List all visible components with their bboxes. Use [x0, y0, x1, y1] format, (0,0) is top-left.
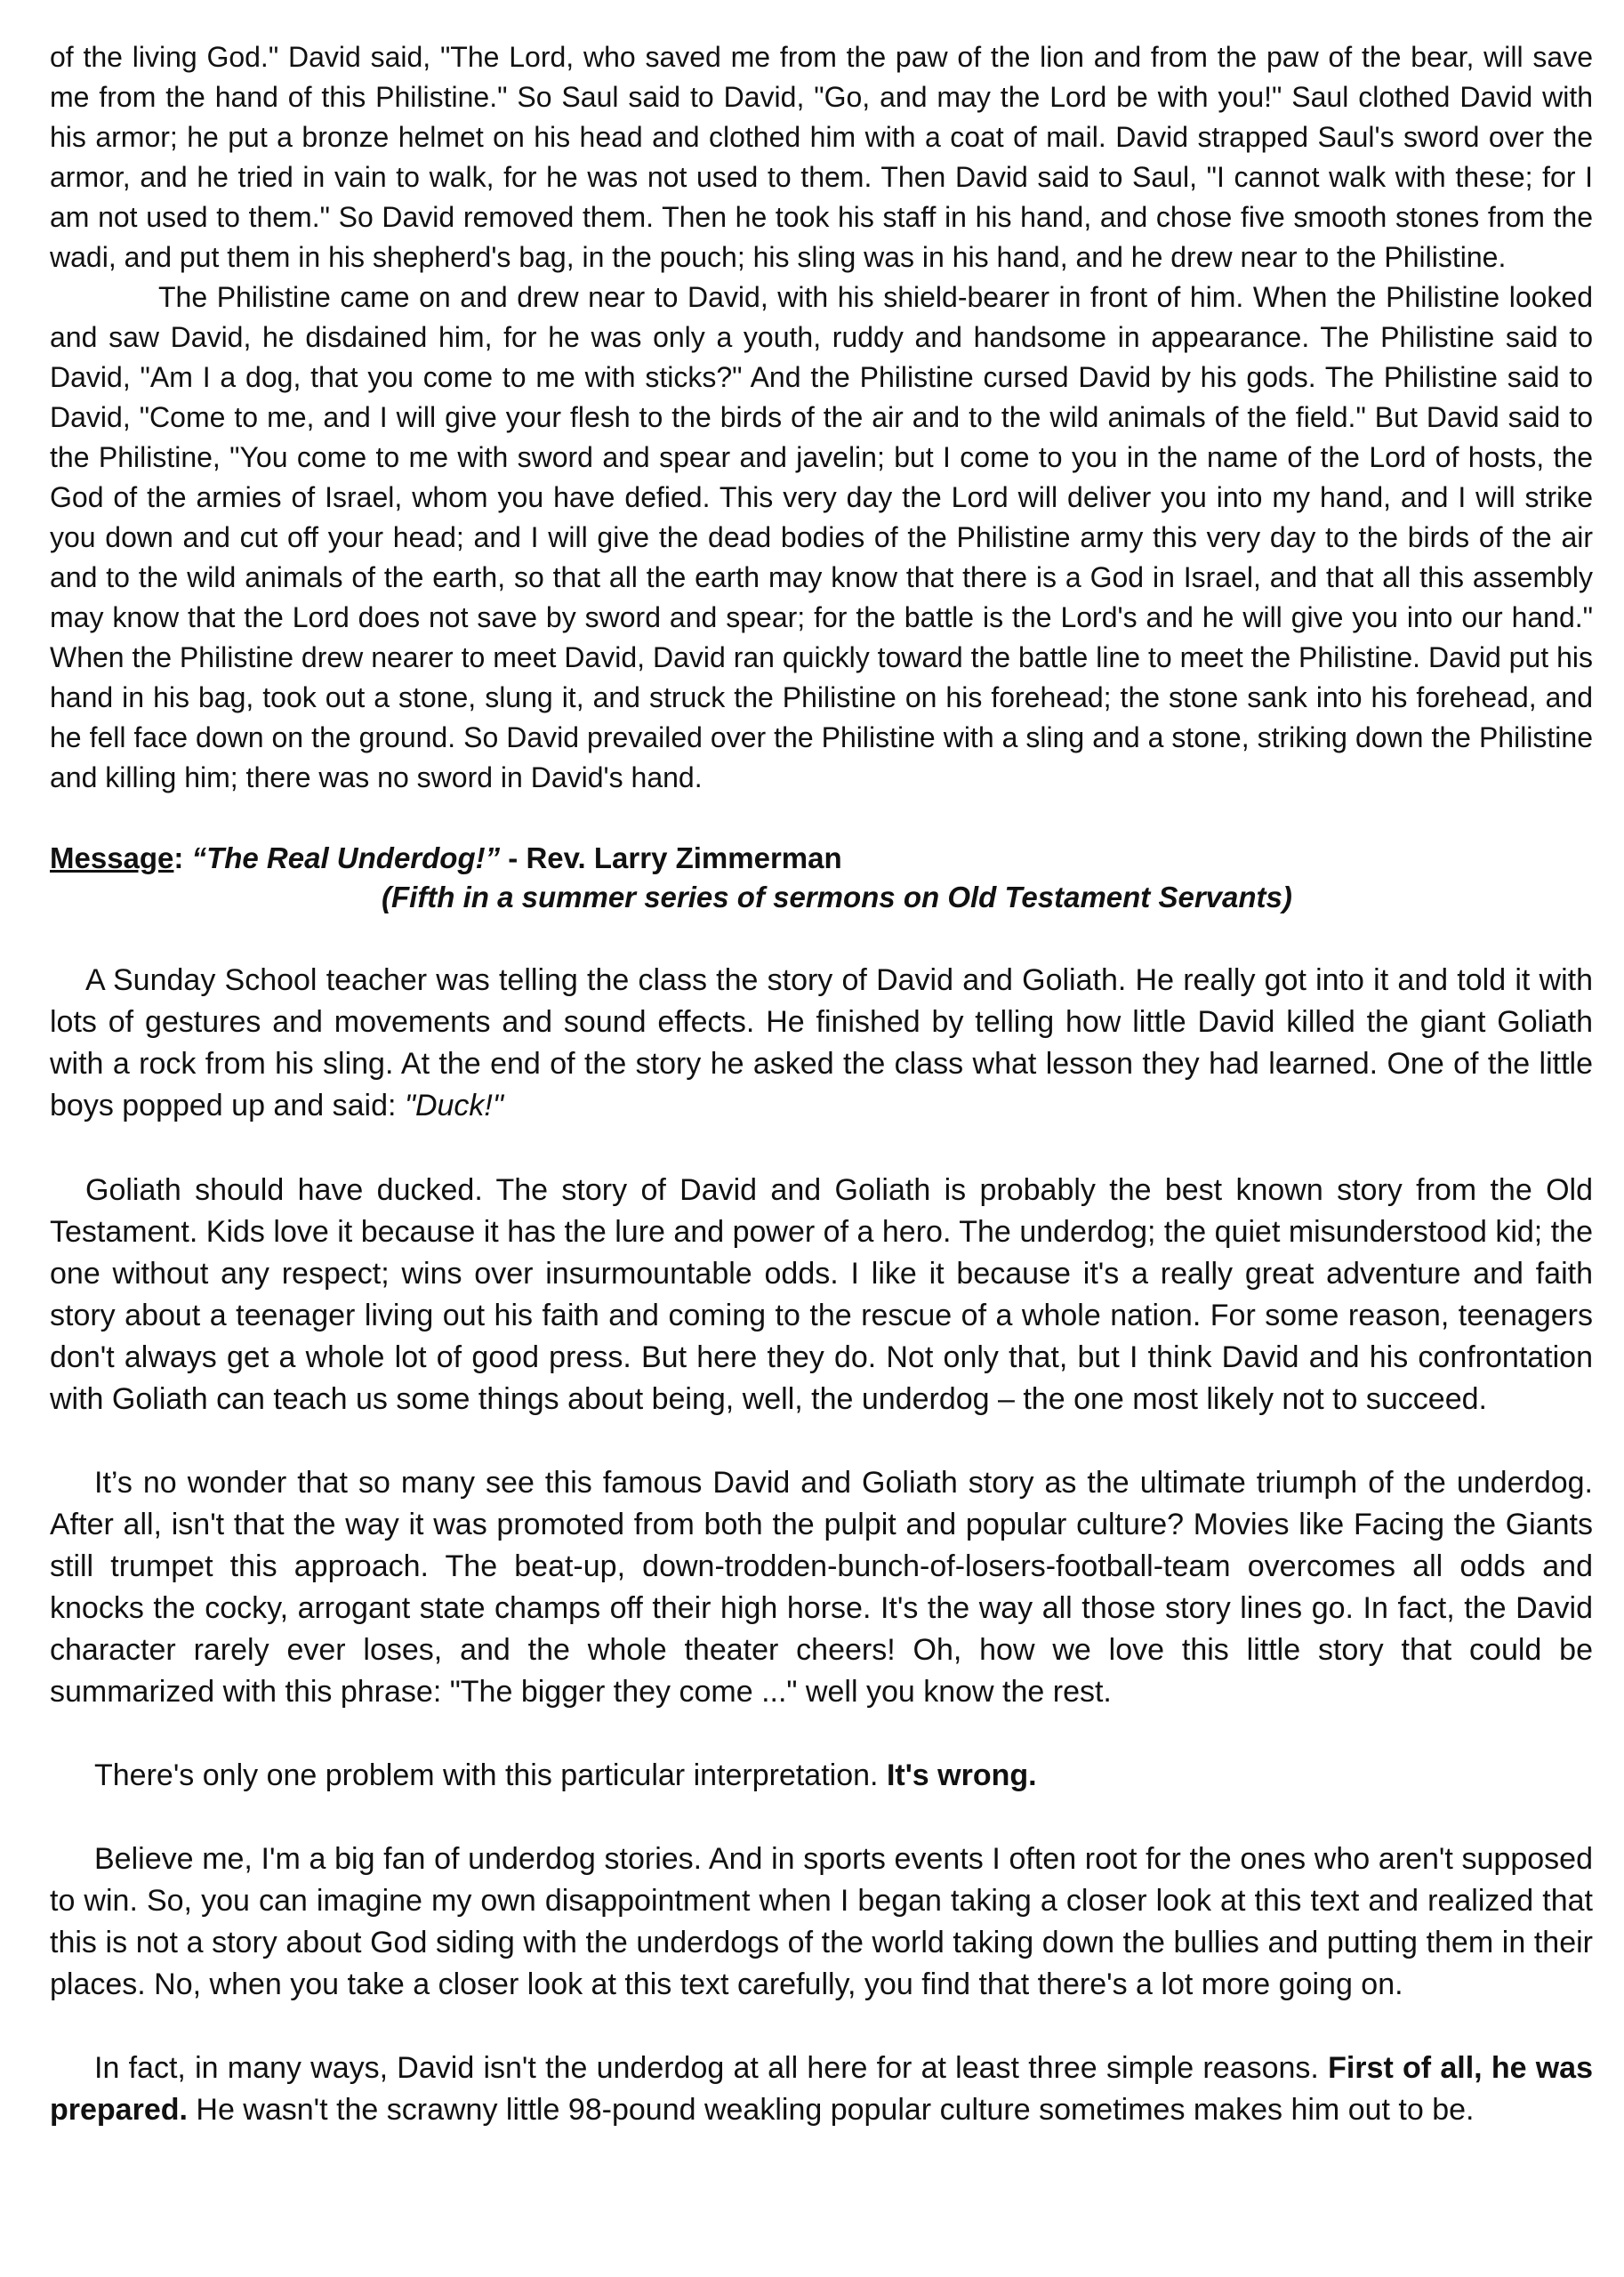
sermon-subtitle: (Fifth in a summer series of sermons on Old Testament Servants) — [382, 881, 1292, 913]
sermon-paragraph-1 — [50, 960, 1593, 1127]
sermon-paragraph-2: Goliath should have ducked. The story of David and Goliath is probably the best known story from the Old Testament. Kids love it because it has the lure and power of a hero. The underdog; the quiet misunderstood kid; the one without any respect; wins over insurmountable odds. I like it because it's a really great adventure and faith story about a teenager living out his faith and coming to the rescue of a whole nation. For some reason, teenagers don't always get a whole lot of good press. But here they do. Not only that, but I think David and his confrontation with Goliath can teach us some things about being, well, the underdog – the one most likely not to succeed. — [50, 1173, 1593, 1416]
sermon-paragraph-5: Believe me, I'm a big fan of underdog stories. And in sports events I often root for the ones who aren't supposed to win. So, you can imagine my own disappointment when I began taking a closer look at this text and realized that this is not a story about God siding with the underdogs of the world taking down the bullies and putting them in their places. No, when you take a closer look at this text carefully, you find that there's a lot more going on. — [50, 1842, 1593, 2001]
message-heading — [50, 839, 1593, 878]
message-colon: : — [173, 841, 184, 874]
message-label: Message — [50, 841, 174, 874]
scripture-paragraph-2: The Philistine came on and drew near to David, with his shield-bearer in front of him. When the Philistine looked and saw David, he disdained him, for he was only a youth, ruddy and handsome in appearance. The Philistine said to David, "Am I a dog, that you come to me with sticks?" And the Philistine cursed David by his gods. The Philistine said to David, "Come to me, and I will give your flesh to the birds of the air and to the wild animals of the field." But David said to the Philistine, "You come to me with sword and spear and javelin; but I come to you in the name of the Lord of hosts, the God of the armies of Israel, whom you have defied. This very day the Lord will deliver you into my hand, and I will strike you down and cut off your head; and I will give the dead bodies of the Philistine army this very day to the birds of the air and to the wild animals of the earth, so that all the earth may know that there is a God in Israel, and that all this assembly may know that the Lord does not save by sword and spear; for the battle is the Lord's and he will give you into our hand." When the Philistine drew nearer to meet David, David ran quickly toward the battle line to meet the Philistine. David put his hand in his bag, took out a stone, slung it, and struck the Philistine on his forehead; the stone sank into his forehead, and he fell face down on the ground. So David prevailed over the Philistine with a sling and a stone, striking down the Philistine and killing him; there was no sword in David's hand. — [50, 281, 1593, 793]
sermon-paragraph-6-text: In fact, in many ways, David isn't the underdog at all here for at least three simple reasons. — [94, 2051, 1329, 2085]
sermon-paragraph-3: It’s no wonder that so many see this famous David and Goliath story as the ultimate triumph of the underdog. After all, isn't that the way it was promoted from both the pulpit and popular culture? Movies like Facing the Giants still trumpet this approach. The beat-up, down-trodden-bunch-of-losers-football-team overcomes all odds and knocks the cocky, arrogant state champs off their high horse. It's the way all those story lines go. In fact, the David character rarely ever loses, and the whole theater cheers! Oh, how we love this little story that could be summarized with this phrase: "The bigger they come ..." well you know the rest. — [50, 1466, 1593, 1709]
sermon-paragraph-6 — [50, 2048, 1593, 2131]
sermon-speaker: - Rev. Larry Zimmerman — [500, 841, 842, 874]
document-page — [50, 37, 1593, 2131]
sermon-paragraph-4-bold: It's wrong. — [886, 1758, 1037, 1792]
sermon-paragraph-1-text: A Sunday School teacher was telling the class the story of David and Goliath. He really got into it and told it with lots of gestures and movements and sound effects. He finished by telling how little David killed the giant Goliath with a rock from his sling. At the end of the story he asked the class what lesson they had learned. One of the little boys popped up and said: — [50, 963, 1593, 1122]
sermon-body — [50, 960, 1593, 2131]
sermon-paragraph-6-bold: First of all, he was prepared. — [50, 2051, 1593, 2127]
sermon-title: “The Real Underdog!” — [191, 841, 501, 874]
sermon-paragraph-1-quote: "Duck!" — [404, 1089, 503, 1122]
sermon-paragraph-4-text: There's only one problem with this particular interpretation. — [94, 1758, 887, 1792]
scripture-reading — [50, 37, 1593, 798]
sermon-paragraph-6-after: He wasn't the scrawny little 98-pound weakling popular culture sometimes makes him out to be. — [187, 2093, 1475, 2127]
scripture-paragraph-1: of the living God." David said, "The Lord, who saved me from the paw of the lion and from the paw of the bear, will save me from the hand of this Philistine." So Saul said to David, "Go, and may the Lord be with you!" Saul clothed David with his armor; he put a bronze helmet on his head and clothed him with a coat of mail. David strapped Saul's sword over the armor, and he tried in vain to walk, for he was not used to them. Then David said to Saul, "I cannot walk with these; for I am not used to them." So David removed them. Then he took his staff in his hand, and chose five smooth stones from the wadi, and put them in his shepherd's bag, in the pouch; his sling was in his hand, and he drew near to the Philistine. — [50, 41, 1593, 273]
sermon-paragraph-4 — [50, 1755, 1593, 1797]
